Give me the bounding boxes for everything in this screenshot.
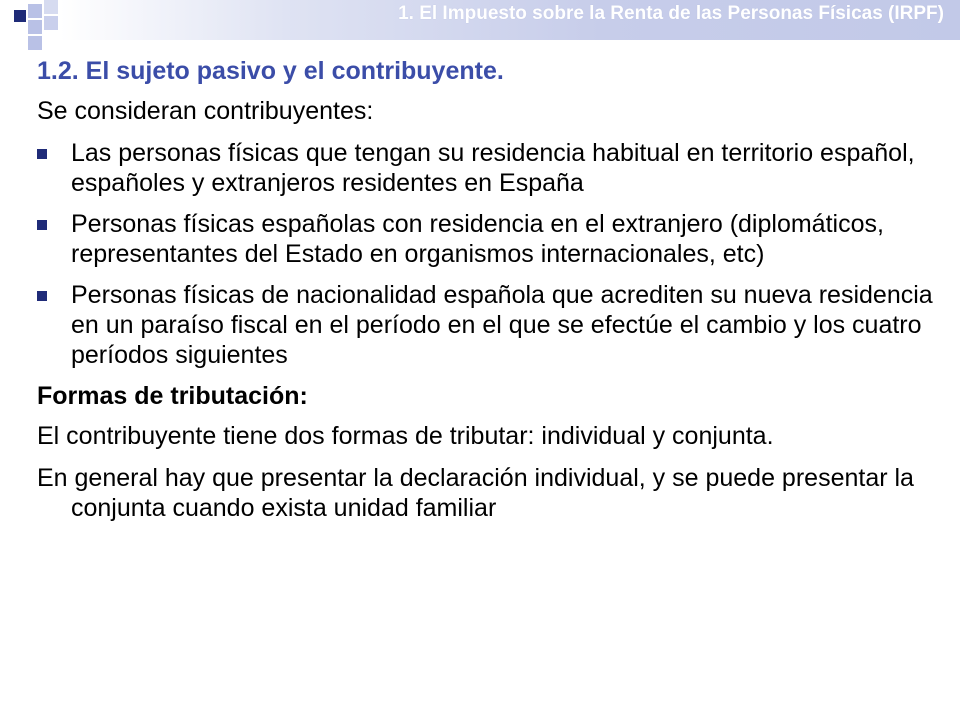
bullet-text: Personas físicas de nacionalidad española que acrediten su nueva residencia en un paraíso fiscal en el período en el que se efectúe el cambio y los cuatro períodos siguientes — [71, 281, 933, 369]
section-heading: Formas de tributación: — [37, 382, 308, 410]
square-bullet-icon — [37, 149, 47, 159]
bullet-item — [37, 209, 937, 269]
logo-squares — [0, 0, 80, 60]
slide-content — [37, 96, 937, 535]
slide-title: 1.2. El sujeto pasivo y el contribuyente. — [37, 57, 504, 85]
bullet-item — [37, 138, 937, 198]
paragraph: En general hay que presentar la declaración individual, y se puede presentar la conjunta cuando exista unidad familiar — [37, 464, 914, 522]
bullet-text: Personas físicas españolas con residencia en el extranjero (diplomáticos, representantes del Estado en organismos internacionales, etc) — [71, 210, 884, 268]
square-bullet-icon — [37, 220, 47, 230]
square-bullet-icon — [37, 291, 47, 301]
bullet-text: Las personas físicas que tengan su residencia habitual en territorio español, españoles y extranjeros residentes en España — [71, 139, 915, 197]
header-title: 1. El Impuesto sobre la Renta de las Personas Físicas (IRPF) — [398, 3, 944, 24]
paragraph: El contribuyente tiene dos formas de tributar: individual y conjunta. — [37, 422, 774, 450]
bullet-item — [37, 280, 937, 370]
intro-text: Se consideran contribuyentes: — [37, 97, 374, 125]
